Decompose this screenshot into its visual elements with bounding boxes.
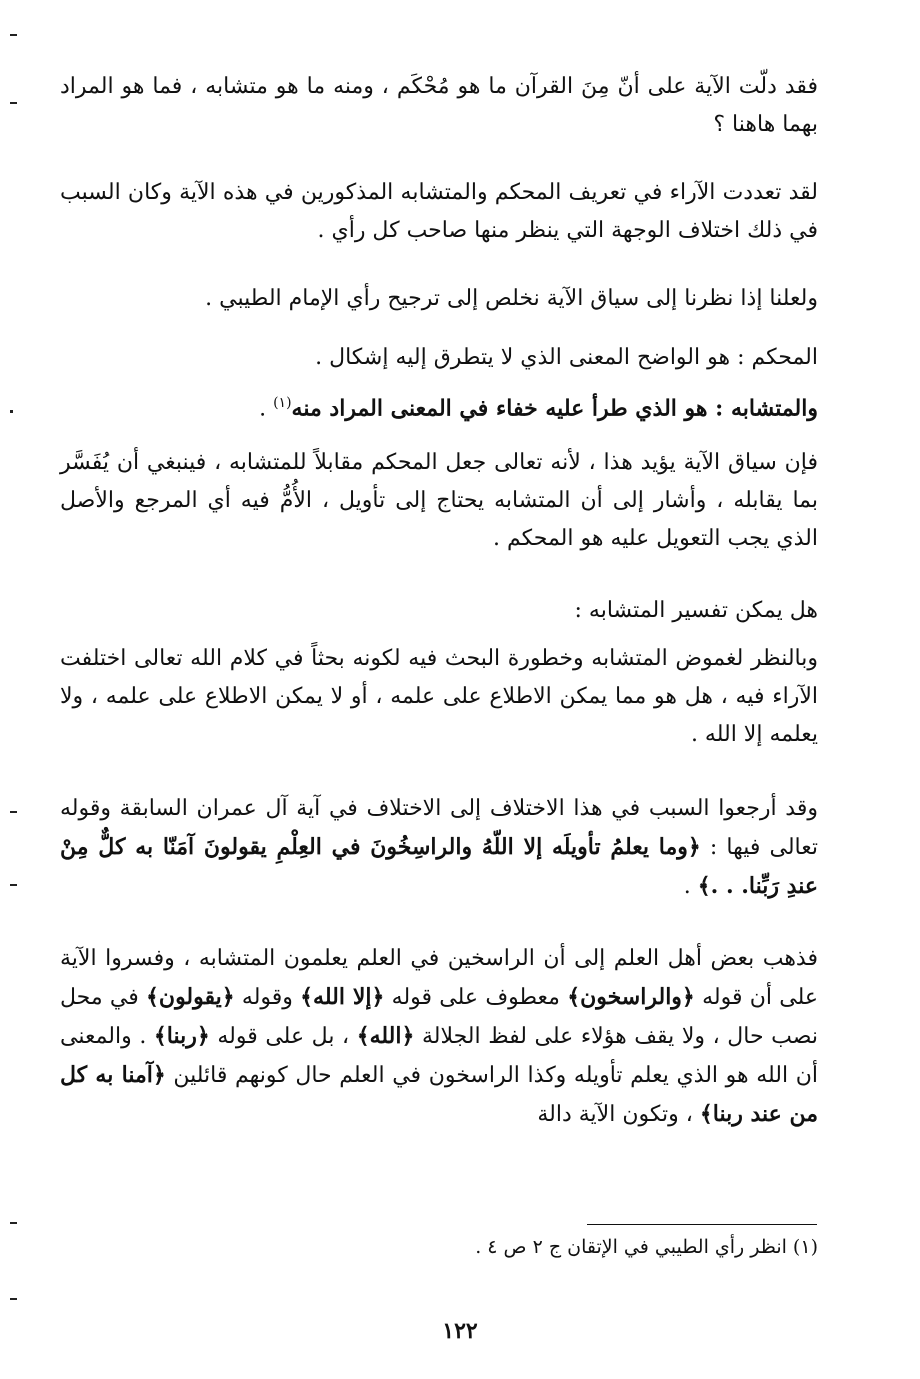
paragraph-7-text: وقوله [234,985,301,1010]
paragraph-2: لقد تعددت الآراء في تعريف المحكم والمتشابه المذكورين في هذه الآية وكان السبب في ذلك اختلاف الوجهة التي ينظر منها صاحب كل رأي . [60,180,818,243]
quran-term: ﴿والراسخون﴾ [567,984,695,1010]
paragraph-7-text: . والمعنى أن الله هو الذي يعلم تأويله وكذا الراسخون في العلم حال كونهم قائلين [60,1024,819,1088]
paragraph-1: فقد دلّت الآية على أنّ مِنَ القرآن ما هو مُحْكَم ، ومنه ما هو متشابه ، فما هو المراد بهما هاهنا ؟ [60,74,818,137]
footnote-divider [587,1224,817,1225]
paragraph-6 [60,790,818,906]
margin-mark [10,1222,17,1224]
paragraph-7-text: في محل نصب حال ، ولا يقف هؤلاء على لفظ الجلالة [60,985,818,1049]
footnote-reference: (١) [273,395,292,411]
margin-mark [10,102,17,104]
paragraph-5: وبالنظر لغموض المتشابه وخطورة البحث فيه لكونه بحثاً في كلام الله تعالى اختلفت الآراء فيه ، هل هو مما يمكن الاطلاع على علمه ، أو لا يمكن الاطلاع على علمه ، ولا يعلمه إلا الله . [60,646,818,747]
quran-term: ﴿آمنا به كل من عند ربنا﴾ [60,1062,818,1127]
definition-mutashabih-end: . [259,396,274,422]
paragraph-7-text: فذهب بعض أهل العلم إلى أن الراسخين في العلم يعلمون المتشابه ، وفسروا الآية على أن قوله [60,946,818,1010]
paragraph-3: ولعلنا إذا نظرنا إلى سياق الآية نخلص إلى ترجيح رأي الإمام الطيبي . [205,286,818,311]
page-number: ١٢٢ [442,1318,478,1344]
margin-mark [10,34,17,36]
paragraph-6-end: . [683,874,698,899]
margin-mark [10,410,13,413]
definition-muhkam: المحكم : هو الواضح المعنى الذي لا يتطرق إليه إشكال . [315,345,818,370]
margin-mark [10,1298,17,1300]
quran-term: ﴿الله﴾ [356,1023,415,1049]
margin-mark [10,884,17,886]
margin-mark [10,811,17,813]
quran-term: ﴿ربنا﴾ [153,1023,210,1049]
quran-term: ﴿إلا الله﴾ [300,984,385,1010]
quran-term: ﴿يقولون﴾ [146,984,235,1010]
paragraph-7-text: ، بل على قوله [209,1024,357,1049]
quran-verse: ﴿وما يعلمُ تأويلَه إلا اللّهُ والراسِخُونَ في العِلْمِ يقولونَ آمَنّا به كلٌّ مِنْ عندِ رَبِّنا. . .﴾ [60,834,818,899]
definition-mutashabih-text: والمتشابه : هو الذي طرأ عليه خفاء في المعنى المراد منه [291,395,818,422]
definition-mutashabih [60,384,818,428]
footnote: (١) انظر رأي الطيبي في الإتقان ج ٢ ص ٤ . [475,1236,818,1258]
paragraph-7 [60,940,818,1134]
paragraph-7-text: ، وتكون الآية دالة [537,1102,700,1127]
section-heading: هل يمكن تفسير المتشابه : [574,598,818,623]
paragraph-6-text: وقد أرجعوا السبب في هذا الاختلاف إلى الاختلاف في آية آل عمران السابقة وقوله تعالى فيها : [60,796,818,860]
paragraph-4: فإن سياق الآية يؤيد هذا ، لأنه تعالى جعل المحكم مقابلاً للمتشابه ، فينبغي أن يُفَسَّر بما يقابله ، وأشار إلى أن المتشابه يحتاج إلى تأويل ، الأُمُّ فيه أي المرجع والأصل الذي يجب التعويل عليه هو المحكم . [60,450,818,551]
paragraph-7-text: معطوف على قوله [384,985,568,1010]
